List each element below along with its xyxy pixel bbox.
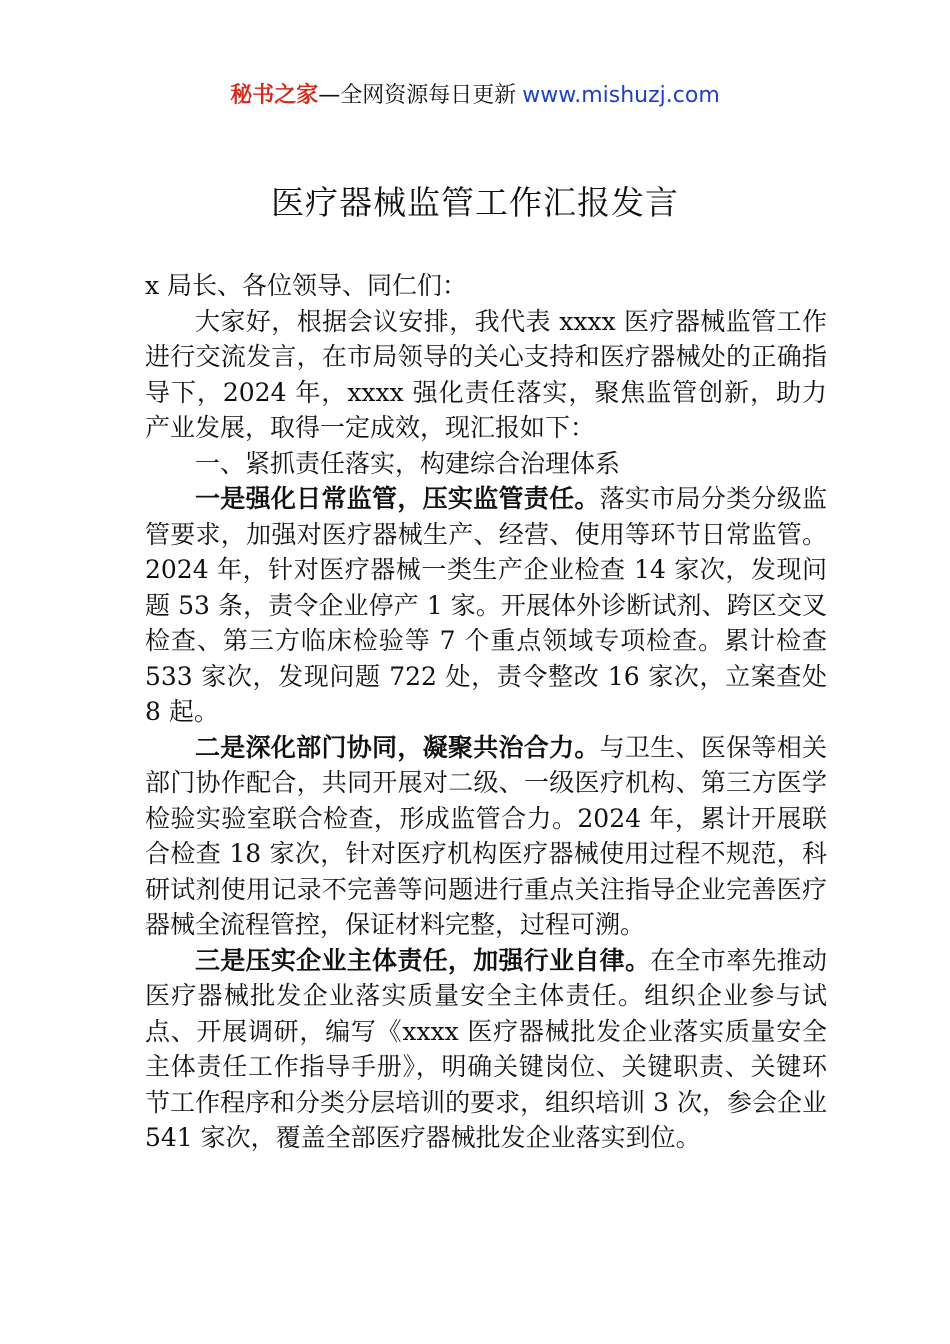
section-heading: 一、紧抓责任落实，构建综合治理体系 bbox=[195, 448, 621, 478]
brand-name: 秘书之家 bbox=[230, 83, 319, 108]
header-tagline: —全网资源每日更新 bbox=[318, 83, 517, 108]
paragraph-point-3 bbox=[145, 943, 827, 1156]
point-3-lead: 三是压实企业主体责任，加强行业自律。 bbox=[195, 945, 651, 975]
salutation: x 局长、各位领导、同仁们： bbox=[145, 271, 468, 300]
document-title: 医疗器械监管工作汇报发言 bbox=[271, 183, 679, 222]
point-1-text: 落实市局分类分级监管要求，加强对医疗器械生产、经营、使用等环节日常监管。2024 年，针对医疗器械一类生产企业检查 14 家次，发现问题 53 条，责令企业停产 1 家。开展体外诊断试剂、跨区交叉检查、第三方临床检验等 7 个重点领域专项检查。累计检查 533 家次，发现问题 722 处，责令整改 16 家次，立案查处 8 起。 bbox=[145, 484, 827, 726]
site-url-link[interactable]: www.mishuzj.com bbox=[522, 83, 720, 108]
point-2-text: 与卫生、医保等相关部门协作配合，共同开展对二级、一级医疗机构、第三方医学检验实验室联合检查，形成监管合力。2024 年，累计开展联合检查 18 家次，针对医疗机构医疗器械使用过程不规范，科研试剂使用记录不完善等问题进行重点关注指导企业完善医疗器械全流程管控，保证材料完整，过程可溯。 bbox=[145, 732, 827, 939]
point-2-lead: 二是深化部门协同，凝聚共治合力。 bbox=[195, 732, 600, 762]
document-body bbox=[145, 268, 827, 1156]
point-1-lead: 一是强化日常监管，压实监管责任。 bbox=[195, 484, 600, 513]
point-3-text: 在全市率先推动医疗器械批发企业落实质量安全主体责任。组织企业参与试点、开展调研，编写《xxxx 医疗器械批发企业落实质量安全主体责任工作指导手册》，明确关键岗位、关键职责、关键环节工作程序和分类分层培训的要求，组织培训 3 次，参会企业 541 家次，覆盖全部医疗器械批发企业落实到位。 bbox=[145, 945, 827, 1152]
intro-paragraph: 大家好，根据会议安排，我代表 xxxx 医疗器械监管工作进行交流发言，在市局领导的关心支持和医疗器械处的正确指导下，2024 年，xxxx 强化责任落实，聚焦监管创新，助力产业发展，取得一定成效，现汇报如下： bbox=[145, 306, 827, 442]
site-header bbox=[0, 80, 950, 112]
paragraph-point-1 bbox=[145, 481, 827, 730]
paragraph-point-2 bbox=[145, 730, 827, 943]
